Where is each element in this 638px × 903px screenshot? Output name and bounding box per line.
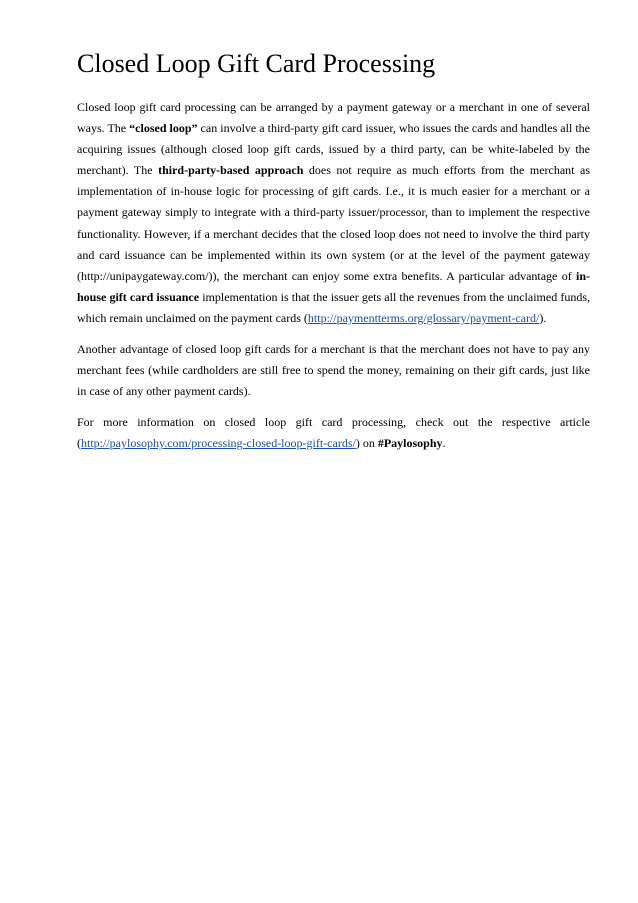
paragraph-more-info [77,412,590,454]
paragraph-advantage: Another advantage of closed loop gift cards for a merchant is that the merchant does not have to pay any merchant fees (while cardholders are still free to spend the money, remaining on their gift cards, just like in case of any other payment cards). [77,342,590,399]
paylosophy-hashtag: #Paylosophy [377,436,443,451]
more-info-text-3: . [442,436,446,451]
paragraph-intro [77,97,590,329]
more-info-text-1: For more information on closed loop gift card processing, check out the respective article ( [77,415,590,451]
in-house-issuance-term: in-house gift card issuance [77,268,590,304]
paylosophy-article-link[interactable]: http://paylosophy.com/processing-closed-loop-gift-cards/ [81,436,356,451]
document-title: Closed Loop Gift Card Processing [77,49,436,78]
payment-card-glossary-link[interactable]: http://paymentterms.org/glossary/payment-card/ [307,310,540,325]
intro-text-4: implementation is that the issuer gets all the revenues from the unclaimed funds, which remain unclaimed on the payment cards ( [77,289,590,325]
more-info-text-2: ) on [355,436,378,451]
intro-text-2: can involve a third-party gift card issuer, who issues the cards and handles all the acquiring issues (although closed loop gift cards, issued by a third party, can be white-labeled by the merchant). The [77,121,590,178]
document-page [77,47,590,455]
third-party-approach-term: third-party-based approach [158,163,304,178]
intro-text-3: does not require as much efforts from the merchant as implementation of in-house logic for processing of gift cards. I.e., it is much easier for a merchant or a payment gateway simply to integrate with a third-party issuer/processor, than to implement the respective functionality. However, if a merchant decides that the closed loop does not need to involve the third party and card issuance can be implemented within its own system (or at the level of the payment gateway (http://unipaygateway.com/)), the merchant can enjoy some extra benefits. A particular advantage of [77,163,591,283]
intro-text-1: Closed loop gift card processing can be arranged by a payment gateway or a merchant in one of several ways. The [77,100,590,136]
closed-loop-term: “closed loop” [129,121,198,136]
intro-text-5: ). [539,310,547,325]
